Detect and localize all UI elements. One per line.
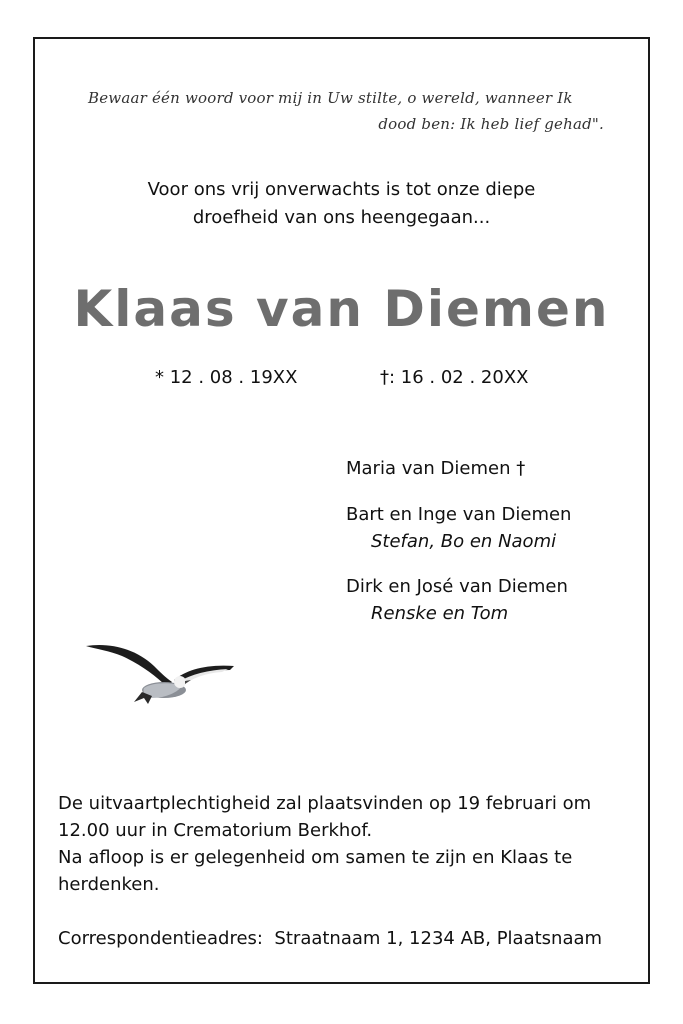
deceased-name: Klaas van Diemen: [73, 280, 610, 338]
poem-quote: [88, 85, 608, 137]
quote-line-2: dood ben: Ik heb lief gehad".: [378, 115, 604, 133]
family-children: Stefan, Bo en Naomi: [371, 531, 557, 552]
family-group: [346, 573, 646, 627]
family-member: Maria van Diemen †: [346, 458, 526, 479]
quote-line-1: Bewaar één woord voor mij in Uw stilte, o wereld, wanneer Ik: [88, 89, 573, 107]
funeral-info-line-1: De uitvaartplechtigheid zal plaatsvinden op 19 februari om 12.00 uur in Crematorium Berkhof.: [58, 793, 592, 841]
family-group: [346, 455, 646, 483]
correspondence-address: Correspondentieadres: Straatnaam 1, 1234 AB, Plaatsnaam: [58, 928, 603, 949]
family-group: [346, 501, 646, 555]
family-member: Dirk en José van Diemen: [346, 576, 568, 597]
seagull-image: [82, 636, 238, 708]
funeral-info: [58, 790, 638, 898]
family-member: Bart en Inge van Diemen: [346, 504, 572, 525]
death-date: †: 16 . 02 . 20XX: [380, 367, 529, 388]
birth-date: * 12 . 08 . 19XX: [155, 367, 298, 388]
intro-line-2: droefheid van ons heengegaan...: [192, 207, 491, 228]
intro-text: [40, 176, 643, 232]
family-children: Renske en Tom: [371, 603, 509, 624]
funeral-info-line-2: Na afloop is er gelegenheid om samen te zijn en Klaas te herdenken.: [58, 847, 573, 895]
intro-line-1: Voor ons vrij onverwachts is tot onze diepe: [147, 179, 536, 200]
family-list: [346, 455, 646, 645]
